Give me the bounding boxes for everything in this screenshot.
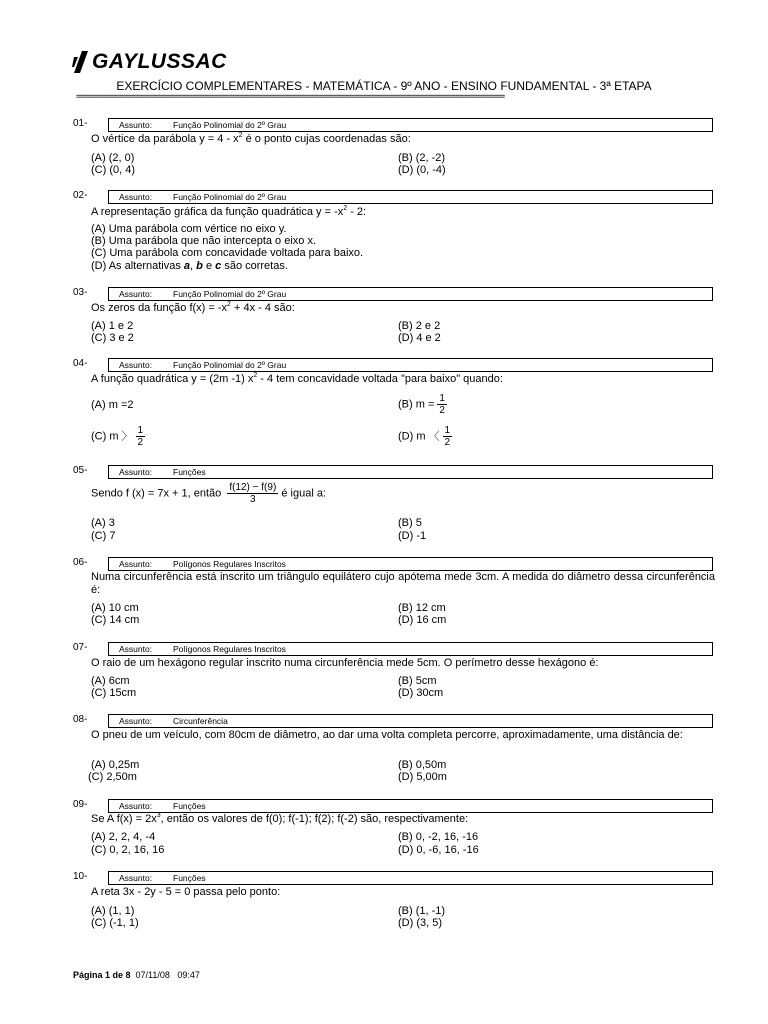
- alternative-a: (A) 10 cm: [91, 602, 139, 614]
- alternative-b: (B) (2, -2): [398, 152, 446, 164]
- subject-text: Função Polinomial do 2º Grau: [173, 289, 287, 299]
- subject-box: [108, 287, 713, 301]
- subject-text: Circunferência: [173, 716, 228, 726]
- subject-box: [108, 118, 713, 132]
- logo-mark-icon: [72, 51, 88, 73]
- question-number: 10-: [73, 871, 88, 882]
- alternative-d: (D) As alternativas a, b e c são corretas.: [91, 260, 288, 272]
- alternative-c: (C) m 〉 $\frac{1}{2}$: [91, 425, 144, 448]
- subject-box: [108, 190, 713, 204]
- alternative-a: (A) 2, 2, 4, -4: [91, 831, 156, 843]
- alternative-c: (C) 15cm: [91, 687, 137, 699]
- question-number: 06-: [73, 557, 88, 568]
- question-number: 04-: [73, 358, 88, 369]
- alternative-a: (A) 6cm: [91, 675, 130, 687]
- subject-text: Função Polinomial do 2º Grau: [173, 192, 287, 202]
- subject-box: [108, 714, 713, 728]
- question-number: 02-: [73, 190, 88, 201]
- subject-label: Assunto:: [119, 559, 153, 569]
- gaylussac-logo: [72, 50, 227, 74]
- alternative-c: (C) 3 e 2: [91, 332, 134, 344]
- alternative-d: (D) m 〈 $\frac{1}{2}$: [398, 425, 451, 448]
- alternative-c: (C) (0, 4): [91, 164, 135, 176]
- alternative-b: (B) 0, -2, 16, -16: [398, 831, 479, 843]
- subject-text: Função Polinomial do 2º Grau: [173, 120, 287, 130]
- subject-text: Função Polinomial do 2º Grau: [173, 360, 287, 370]
- question-stem: Se A $f(x) = 2x^3$, então os valores de f(0); f(-1); f(2); f(-2) são, respectivamente:: [91, 812, 469, 825]
- subject-box: [108, 358, 713, 372]
- question-stem: Os zeros da função $f(x) = -x^2 + 4x - 4$ são:: [91, 301, 295, 314]
- alternative-c: (C) (-1, 1): [91, 917, 139, 929]
- question-stem: O pneu de um veículo, com 80cm de diâmetro, ao dar uma volta completa percorre, aproximadamente, uma distância de:: [91, 729, 683, 741]
- alternative-c: (C) 7: [91, 530, 116, 542]
- alternative-c: (C) 2,50m: [88, 771, 137, 783]
- alternative-d: (D) 30cm: [398, 687, 444, 699]
- alternative-d: (D) -1: [398, 530, 427, 542]
- question-stem: Sendo f (x) = 7x + 1, então $\frac{f(12) - f(9)}{3}$ é igual a:: [91, 482, 326, 505]
- question-stem: A reta 3x - 2y - 5 = 0 passa pelo ponto:: [91, 886, 281, 898]
- alternative-d: (D) 16 cm: [398, 614, 447, 626]
- question-number: 08-: [73, 714, 88, 725]
- question-number: 05-: [73, 465, 88, 476]
- page-footer: [73, 970, 200, 980]
- subject-box: [108, 871, 713, 885]
- alternative-a: (A) m =2: [91, 399, 134, 411]
- alternative-d: (D) (3, 5): [398, 917, 442, 929]
- alternative-a: (A) Uma parábola com vértice no eixo y.: [91, 223, 287, 235]
- subject-box: [108, 465, 713, 479]
- subject-label: Assunto:: [119, 192, 153, 202]
- print-datetime: 07/11/08 09:47: [135, 970, 200, 980]
- subject-text: Polígonos Regulares Inscritos: [173, 559, 286, 569]
- alternative-a: (A) 1 e 2: [91, 320, 134, 332]
- alternative-b: (B) m = $\frac{1}{2}$: [398, 393, 445, 416]
- alternative-d: (D) 4 e 2: [398, 332, 441, 344]
- alternative-a: (A) (2, 0): [91, 152, 135, 164]
- alternative-a: (A) (1, 1): [91, 905, 135, 917]
- subject-text: Funções: [173, 801, 206, 811]
- fraction-one-half: $\frac{1}{2}$: [137, 425, 144, 448]
- alternative-b: (B) 0,50m: [398, 759, 447, 771]
- subject-label: Assunto:: [119, 467, 153, 477]
- subject-box: [108, 642, 713, 656]
- subject-box: [108, 557, 713, 571]
- alternative-a: (A) 3: [91, 517, 115, 529]
- alternative-c: (C) 14 cm: [91, 614, 140, 626]
- fraction-one-half: $\frac{1}{2}$: [439, 393, 445, 416]
- alternative-b: (B) 2 e 2: [398, 320, 441, 332]
- alternative-b: (B) 5cm: [398, 675, 437, 687]
- alternative-c: (C) Uma parábola com concavidade voltada para baixo.: [91, 247, 364, 259]
- question-stem: A função quadrática y = (2m -1) $x^2 - 4$ tem concavidade voltada "para baixo" quando:: [91, 372, 503, 385]
- subject-label: Assunto:: [119, 360, 153, 370]
- logo-text: GAYLUSSAC: [92, 50, 227, 73]
- subject-label: Assunto:: [119, 801, 153, 811]
- alternative-b: (B) 12 cm: [398, 602, 446, 614]
- subject-label: Assunto:: [119, 644, 153, 654]
- question-number: 03-: [73, 287, 88, 298]
- question-number: 09-: [73, 799, 88, 810]
- subject-label: Assunto:: [119, 120, 153, 130]
- page-title: EXERCÍCIO COMPLEMENTARES - MATEMÁTICA - 9º ANO - ENSINO FUNDAMENTAL - 3ª ETAPA: [116, 79, 652, 93]
- question-stem: O raio de um hexágono regular inscrito numa circunferência mede 5cm. O perímetro desse hexágono é:: [91, 657, 599, 669]
- subject-label: Assunto:: [119, 289, 153, 299]
- question-stem: Numa circunferência está inscrito um triângulo equilátero cujo apótema mede 3cm. A medida do diâmetro dessa circunferência é:: [91, 571, 715, 596]
- fraction-expression: $\frac{f(12) - f(9)}{3}$: [229, 482, 277, 505]
- subject-text: Polígonos Regulares Inscritos: [173, 644, 286, 654]
- alternative-d: (D) 0, -6, 16, -16: [398, 844, 479, 856]
- alternative-d: (D) (0, -4): [398, 164, 446, 176]
- alternative-b: (B) Uma parábola que não intercepta o eixo x.: [91, 235, 317, 247]
- subject-text: Funções: [173, 467, 206, 477]
- alternative-a: (A) 0,25m: [91, 759, 140, 771]
- alternative-c: (C) 0, 2, 16, 16: [91, 844, 165, 856]
- separator-rule: ==================================================================================================: [76, 92, 505, 102]
- question-stem: O vértice da parábola $y = 4 - x^2$ é o ponto cujas coordenadas são:: [91, 132, 411, 145]
- page-number: Página 1 de 8: [73, 970, 131, 980]
- question-stem: A representação gráfica da função quadrática $y = -x^2 - 2$:: [91, 205, 367, 218]
- question-number: 01-: [73, 118, 88, 129]
- subject-label: Assunto:: [119, 873, 153, 883]
- alternative-b: (B) 5: [398, 517, 422, 529]
- question-number: 07-: [73, 642, 88, 653]
- subject-text: Funções: [173, 873, 206, 883]
- subject-label: Assunto:: [119, 716, 153, 726]
- subject-box: [108, 799, 713, 813]
- fraction-one-half: $\frac{1}{2}$: [444, 425, 451, 448]
- alternative-d: (D) 5,00m: [398, 771, 447, 783]
- alternative-b: (B) (1, -1): [398, 905, 446, 917]
